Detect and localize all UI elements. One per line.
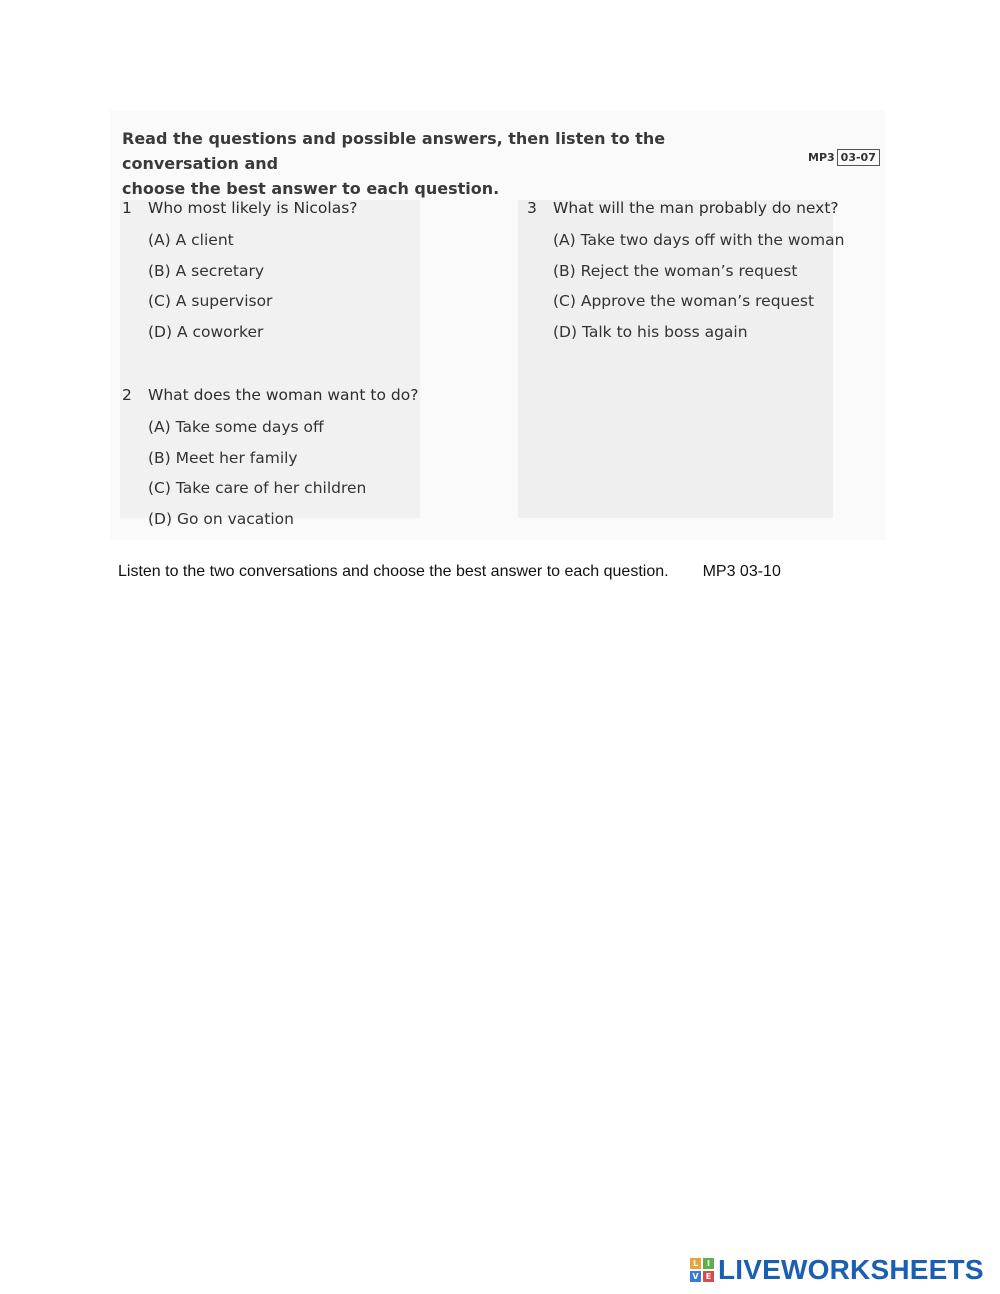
answer-option[interactable]: (D) Go on vacation <box>148 509 294 528</box>
brand-name: LIVEWORKSHEETS <box>718 1254 984 1285</box>
bottom-instruction <box>118 563 878 581</box>
bottom-mp3-track: MP3 03-10 <box>702 563 781 580</box>
answer-option[interactable]: (B) Meet her family <box>148 448 298 467</box>
logo-tile: E <box>703 1271 714 1282</box>
bottom-instruction-text: Listen to the two conversations and choose the best answer to each question. <box>118 563 669 580</box>
mp3-track-tag <box>808 149 880 166</box>
logo-tile: I <box>703 1258 714 1269</box>
mp3-track-number: 03-07 <box>837 149 880 166</box>
answer-options <box>553 230 844 352</box>
liveworksheets-logo <box>690 1254 984 1286</box>
mp3-prefix: MP3 <box>808 151 835 164</box>
instructions-line-1: Read the questions and possible answers, then listen to the conversation and <box>122 129 666 173</box>
logo-tiles-icon <box>690 1258 714 1282</box>
question-text: What does the woman want to do? <box>148 386 419 404</box>
question-text: What will the man probably do next? <box>553 199 839 217</box>
answer-option[interactable]: (C) Approve the woman’s request <box>553 292 815 310</box>
instructions <box>122 126 782 201</box>
question-number: 2 <box>122 386 132 404</box>
logo-tile: L <box>690 1258 701 1269</box>
logo-tile: V <box>690 1271 701 1282</box>
answer-option[interactable]: (C) Take care of her children <box>148 479 367 497</box>
answer-option[interactable]: (B) Reject the woman’s request <box>553 261 798 280</box>
scanned-exercise <box>110 110 885 540</box>
answer-option[interactable]: (C) A supervisor <box>148 292 273 310</box>
answer-options <box>148 230 358 352</box>
instructions-line-2: choose the best answer to each question. <box>122 179 500 198</box>
answer-option[interactable]: (B) A secretary <box>148 261 265 280</box>
answer-option[interactable]: (D) A coworker <box>148 322 264 341</box>
question-number: 1 <box>122 199 132 217</box>
answer-option[interactable]: (D) Talk to his boss again <box>553 322 748 341</box>
answer-option[interactable]: (A) Take two days off with the woman <box>553 231 845 249</box>
question-text: Who most likely is Nicolas? <box>148 199 358 217</box>
question-3 <box>527 198 844 352</box>
answer-option[interactable]: (A) Take some days off <box>148 418 324 436</box>
question-number: 3 <box>527 199 537 217</box>
answer-options <box>148 417 418 539</box>
question-2 <box>122 385 418 539</box>
answer-option[interactable]: (A) A client <box>148 231 234 249</box>
question-1 <box>122 198 358 352</box>
